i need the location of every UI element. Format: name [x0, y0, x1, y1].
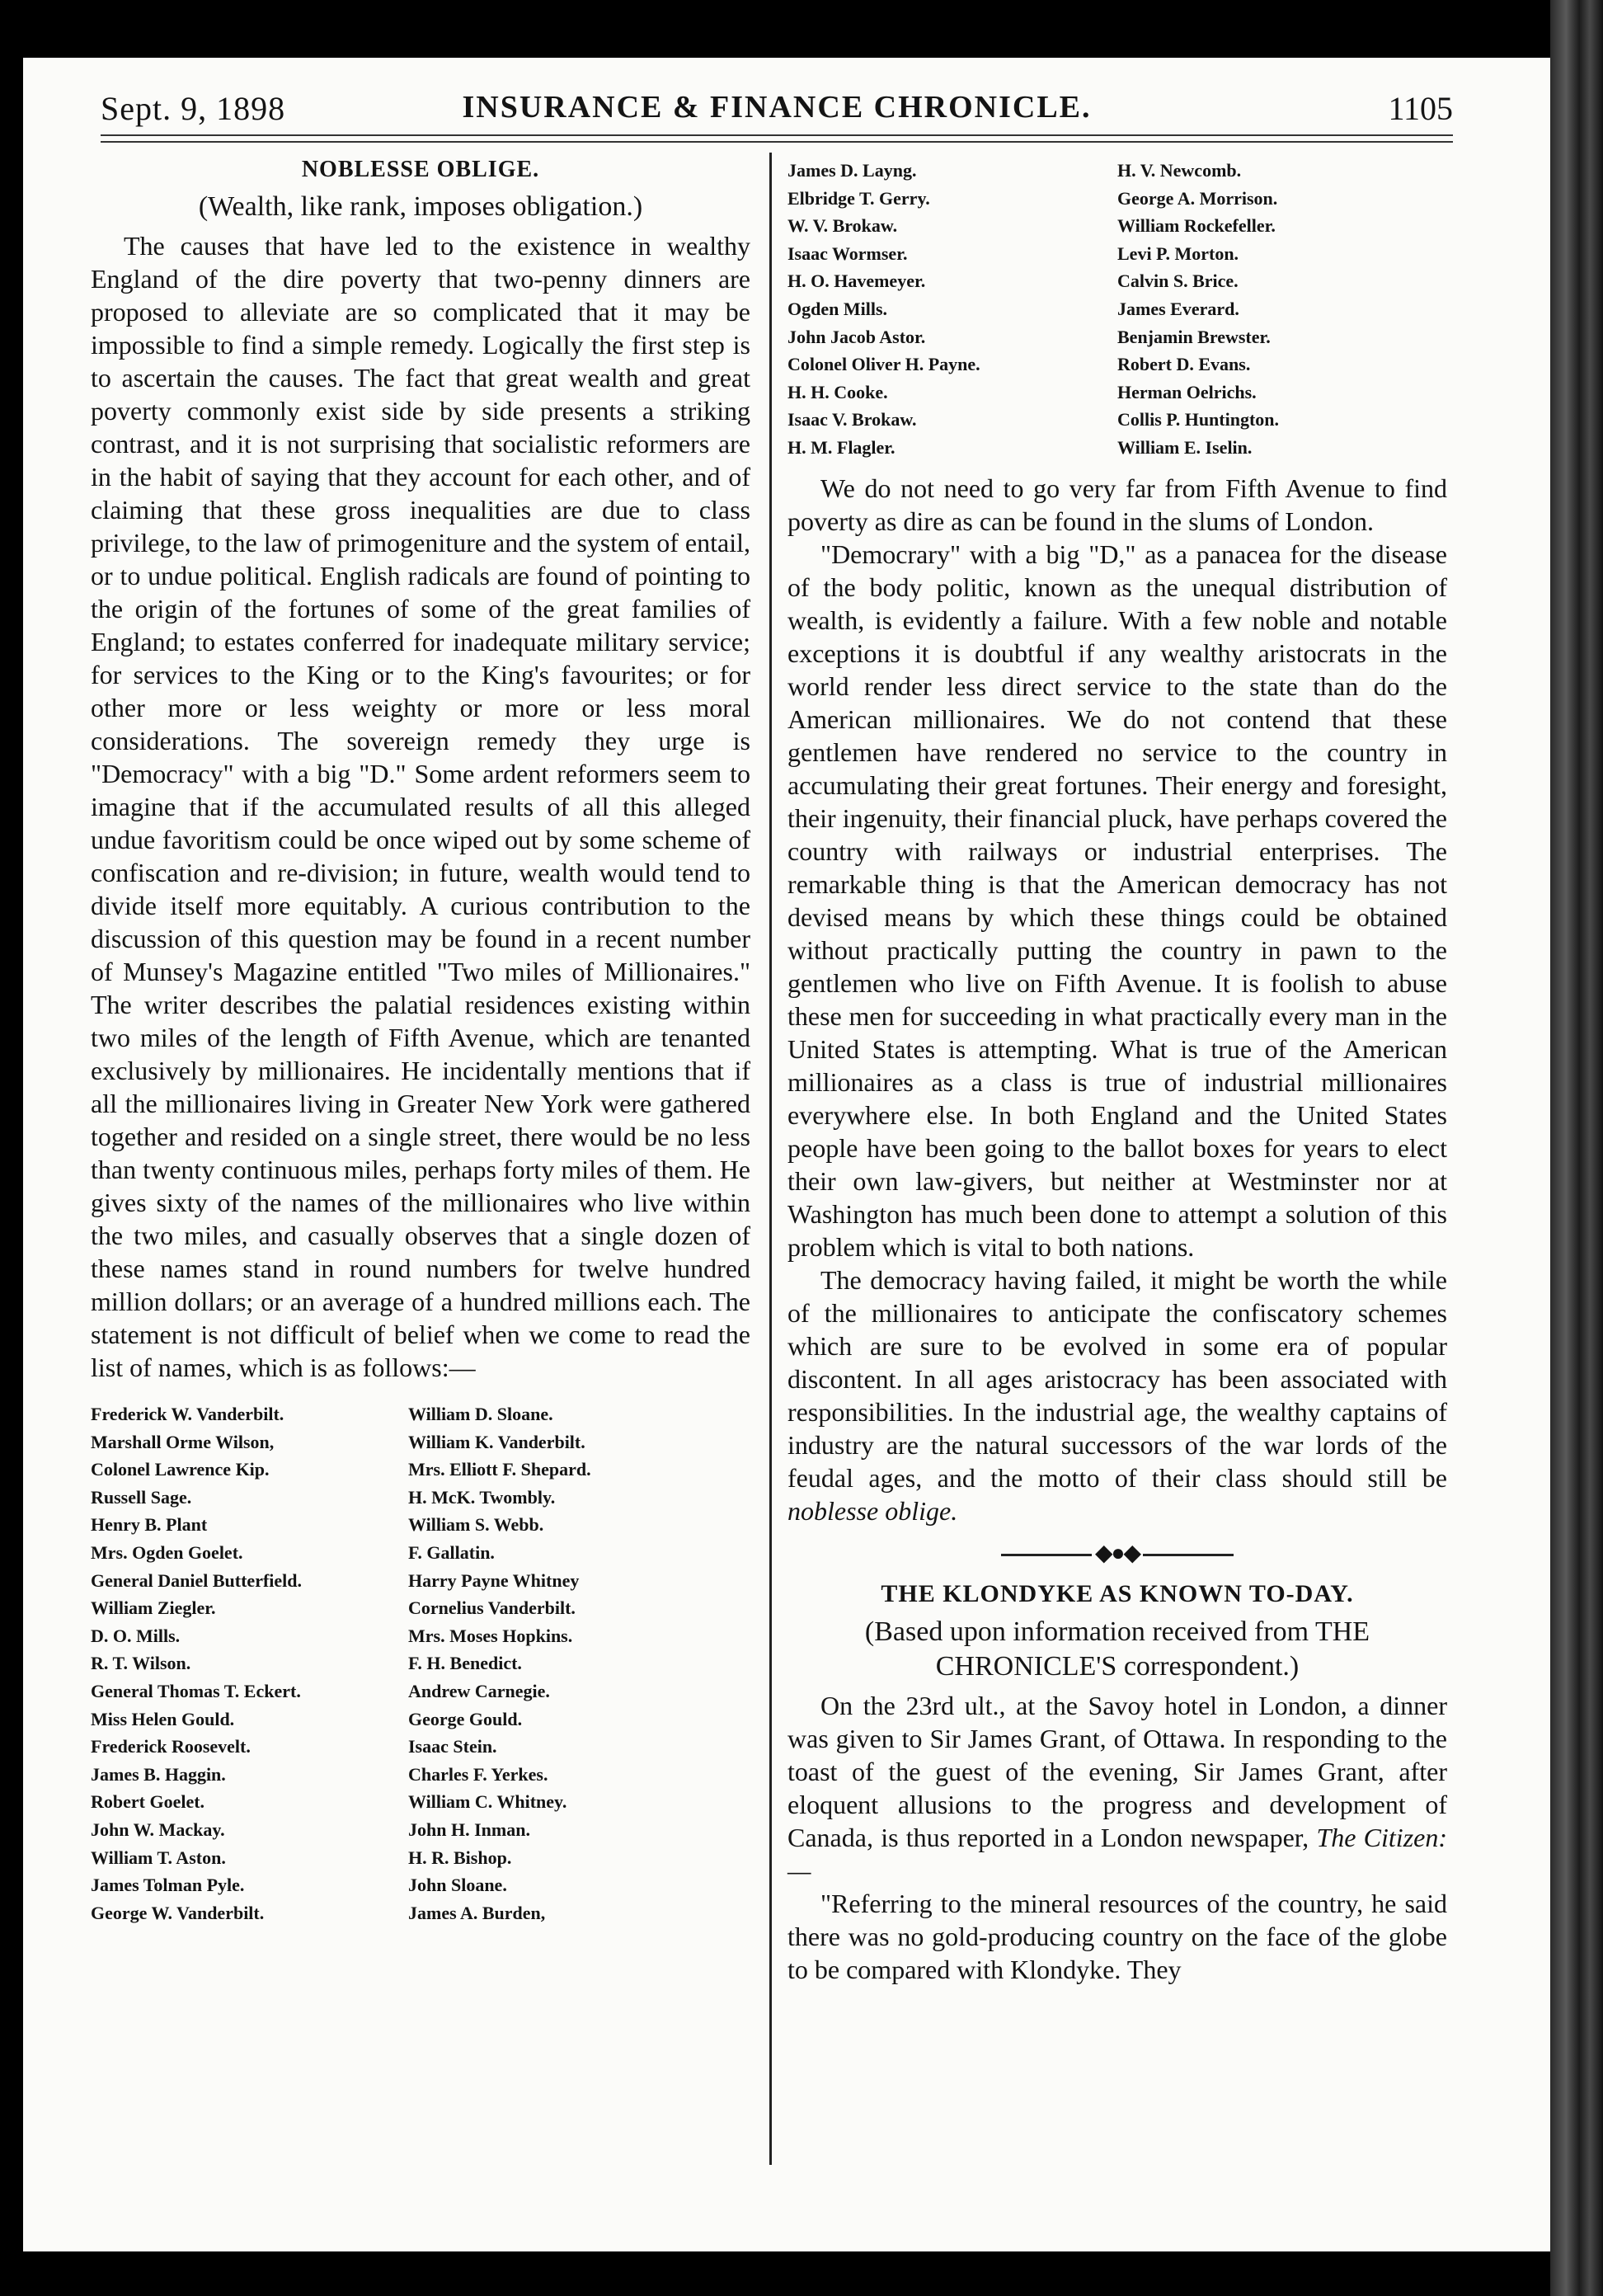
name-entry: William K. Vanderbilt. [408, 1431, 585, 1452]
article-paragraph: "Democrary" with a big "D," as a panacea for the disease of the body politic, known as the unequal distribution of wealth, is evidently a failure. With a few noble and notable exceptions it is doubtful if any wealthy aristocrats in the world render less direct service to the state than do the American millionaires. We do not contend that these gentlemen have rendered no service to the country in accumulating their great fortunes. Their energy and foresight, their ingenuity, their financial pluck, have perhaps covered the country with railways or industrial enterprises. The remarkable thing is that the American democracy has not devised means by which these things could be obtained without practically putting the country in pawn to the gentlemen who live on Fifth Avenue. It is foolish to abuse these men for succeeding in what practically every man in the United States is attempting. What is true of the American millionaires as a class is true of industrial millionaires everywhere else. In both England and the United States people have been going to the ballot boxes for years to elect their own law-givers, but neither at Westminster nor at Washington has much been done to attempt a solution of this problem which is vital to both nations. [787, 539, 1447, 1262]
name-entry: William C. Whitney. [408, 1791, 567, 1813]
name-entry: James D. Layng. [787, 160, 917, 181]
name-entry: Frederick Roosevelt. [91, 1736, 251, 1757]
name-entry: Charles F. Yerkes. [408, 1763, 548, 1785]
article-subheading: (Wealth, like rank, imposes obligation.) [198, 191, 643, 222]
name-entry: William D. Sloane. [408, 1404, 553, 1424]
name-entry: W. V. Brokaw. [787, 215, 898, 237]
name-entry: H. O. Havemeyer. [787, 271, 926, 292]
name-list-col-1 [91, 1400, 408, 1927]
name-entry: Colonel Oliver H. Payne. [787, 354, 980, 375]
name-entry: Frederick W. Vanderbilt. [91, 1404, 284, 1424]
name-entry: Henry B. Plant [91, 1514, 208, 1536]
name-entry: Miss Helen Gould. [91, 1708, 235, 1729]
name-entry: D. O. Mills. [91, 1625, 181, 1646]
name-entry: Colonel Lawrence Kip. [91, 1459, 270, 1480]
name-entry: H. M. Flagler. [787, 436, 896, 458]
name-entry: Isaac V. Brokaw. [787, 409, 917, 430]
name-entry: George Gould. [408, 1708, 523, 1729]
name-entry: Collis P. Huntington. [1117, 409, 1280, 430]
publication-title: INSURANCE & FINANCE CHRONICLE. [462, 90, 1092, 125]
italic-newspaper-name: The Citizen:— [787, 1822, 1448, 1885]
name-entry: William T. Aston. [91, 1847, 226, 1868]
name-entry: George A. Morrison. [1117, 187, 1278, 209]
name-entry: H. McK. Twombly. [408, 1486, 556, 1508]
name-entry: Robert Goelet. [91, 1791, 205, 1813]
right-column [787, 157, 1447, 1986]
millionaire-list-continued [787, 157, 1447, 462]
name-entry: Herman Oelrichs. [1117, 381, 1257, 402]
italic-motto: noblesse oblige. [787, 1495, 958, 1526]
name-entry: H. R. Bishop. [408, 1847, 512, 1868]
paragraph-text: On the 23rd ult., at the Savoy hotel in London, a dinner was given to Sir James Grant, of Ottawa. In responding to the toast of the guest of the evening, Sir James Grant, after eloquent allusions to the progress and development of Canada, is thus reported in a London newspaper, [787, 1690, 1447, 1852]
name-entry: Isaac Wormser. [787, 242, 908, 264]
name-entry: Marshall Orme Wilson, [91, 1431, 275, 1452]
name-entry: William E. Iselin. [1117, 436, 1253, 458]
name-entry: Isaac Stein. [408, 1736, 497, 1757]
name-entry: James A. Burden, [408, 1902, 546, 1923]
article-paragraph-closing [787, 1263, 1447, 1527]
article-paragraph: The causes that have led to the existence in wealthy England of the dire poverty that two-penny dinners are proposed to alleviate are so complicated that it may be impossible to find a simple remedy. Logically the first step is to ascertain the causes. The fact that great wealth and great poverty commonly exist side by side presents a striking contrast, and it is not surprising that socialistic reformers are in the habit of saying that they account for each other, and of claiming that these gross inequalities are due to class privilege, to the law of primogeniture and the system of entail, or to undue political. English radicals are found of pointing to the origin of the fortunes of some of the great families of England; to estates conferred for inadequate military service; for services to the King or to the King's favourites; or for other more or less weighty or more or less moral considerations. The sovereign remedy they urge is "Democracy" with a big "D." Some ardent reformers seem to imagine that if the accumulated results of all this alleged undue favoritism could be once wiped out by some scheme of confiscation and re-division; in future, wealth would tend to divide itself more equitably. A curious contribution to the discussion of this question may be found in a recent number of Munsey's Magazine entitled "Two miles of Millionaires." The writer describes the palatial residences existing within two miles of the length of Fifth Avenue, which are tenanted exclusively by millionaires. He incidentally mentions that if all the millionaires living in Greater New York were gathered together and resided on a single street, there would be no less than twenty continuous miles, perhaps forty miles of them. He gives sixty of the names of the millionaires who live within the two miles, and casually observes that a single dozen of these names stand in round numbers for twelve hundred million dollars; or an average of a hundred millions each. The statement is not difficult of belief when we come to read the list of names, which is as follows:— [91, 231, 750, 1382]
article-heading: THE KLONDYKE AS KNOWN TO-DAY. [881, 1579, 1354, 1607]
name-entry: Calvin S. Brice. [1117, 271, 1239, 292]
page-header [101, 89, 1453, 130]
name-entry: General Daniel Butterfield. [91, 1569, 303, 1591]
header-date: Sept. 9, 1898 [101, 90, 286, 127]
ornament-rule-left [1001, 1554, 1092, 1556]
name-list-col-2 [408, 1400, 591, 1927]
article-paragraph [787, 1689, 1447, 1887]
left-column [91, 157, 750, 1927]
name-entry: William S. Webb. [408, 1514, 544, 1536]
name-entry: John Sloane. [408, 1875, 507, 1896]
paragraph-text: The democracy having failed, it might be worth the while of the millionaires to anticipate the confiscatory schemes which are sure to be evolved in some era of popular discontent. In all ages aristocracy has been associated with responsibilities. In the industrial age, the wealthy captains of industry are the natural successors of the war lords of the feudal ages, and the motto of their class should still be [787, 1264, 1447, 1493]
name-entry: James Tolman Pyle. [91, 1875, 245, 1896]
name-entry: General Thomas T. Eckert. [91, 1680, 301, 1701]
name-entry: Mrs. Moses Hopkins. [408, 1625, 573, 1646]
article-paragraph: We do not need to go very far from Fifth Avenue to find poverty as dire as can be found in the slums of London. [787, 473, 1447, 536]
name-entry: George W. Vanderbilt. [91, 1902, 265, 1923]
binding-edge [1550, 0, 1603, 2296]
section-ornament [787, 1539, 1447, 1567]
header-rule [101, 134, 1453, 143]
name-entry: Elbridge T. Gerry. [787, 187, 930, 209]
article-subheading: (Based upon information received from THE CHRONICLE'S correspondent.) [864, 1616, 1370, 1682]
name-entry: Mrs. Ogden Goelet. [91, 1541, 243, 1563]
article-heading: NOBLESSE OBLIGE. [301, 157, 540, 182]
name-entry: F. H. Benedict. [408, 1653, 522, 1674]
name-entry: Ogden Mills. [787, 298, 888, 319]
name-entry: Andrew Carnegie. [408, 1680, 550, 1701]
name-entry: William Ziegler. [91, 1597, 216, 1619]
name-entry: Robert D. Evans. [1117, 354, 1251, 375]
name-entry: Benjamin Brewster. [1117, 326, 1271, 347]
name-entry: F. Gallatin. [408, 1541, 495, 1563]
name-entry: John Jacob Astor. [787, 326, 926, 347]
name-entry: John W. Mackay. [91, 1818, 225, 1840]
name-entry: H. V. Newcomb. [1117, 160, 1242, 181]
name-entry: Mrs. Elliott F. Shepard. [408, 1459, 591, 1480]
name-entry: James B. Haggin. [91, 1763, 226, 1785]
name-entry: R. T. Wilson. [91, 1653, 191, 1674]
millionaire-list [91, 1400, 750, 1927]
name-entry: John H. Inman. [408, 1818, 530, 1840]
ornament-glyph: ◆●◆ [1095, 1540, 1140, 1566]
name-entry: Levi P. Morton. [1117, 242, 1239, 264]
name-list-col-3 [787, 157, 1117, 462]
name-entry: James Everard. [1117, 298, 1239, 319]
name-list-col-4 [1117, 157, 1279, 462]
name-entry: William Rockefeller. [1117, 215, 1276, 237]
article-paragraph: "Referring to the mineral resources of the country, he said there was no gold-producing country on the face of the globe to be compared with Klondyke. They [787, 1888, 1447, 1984]
column-divider [769, 153, 772, 2165]
name-entry: Russell Sage. [91, 1486, 192, 1508]
page-number: 1105 [1388, 90, 1453, 127]
name-entry: Cornelius Vanderbilt. [408, 1597, 576, 1619]
ornament-rule-right [1143, 1554, 1234, 1556]
name-entry: Harry Payne Whitney [408, 1569, 580, 1591]
name-entry: H. H. Cooke. [787, 381, 888, 402]
